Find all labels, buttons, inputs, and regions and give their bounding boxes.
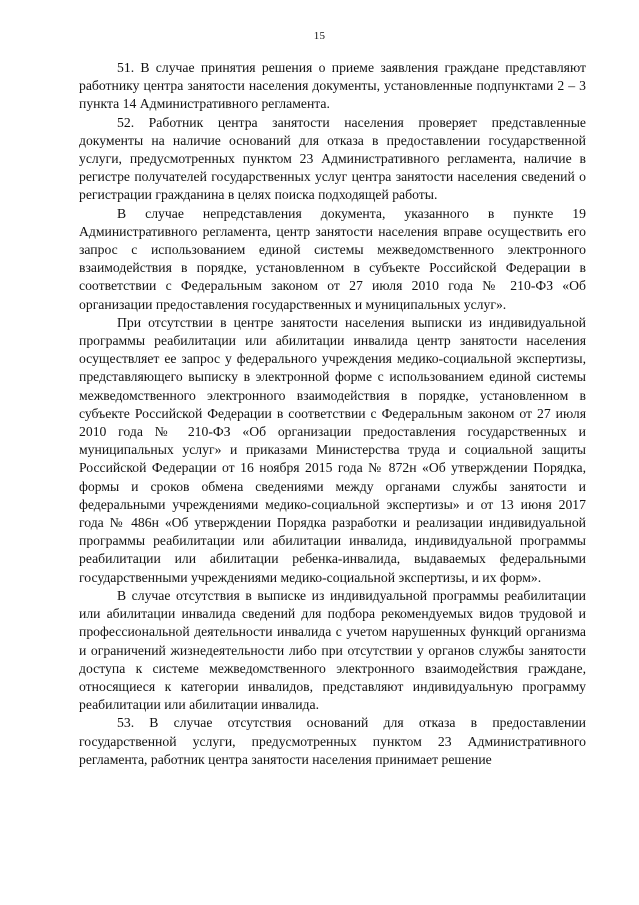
paragraph-rehabilitation-extract-request: При отсутствии в центре занятости населения выписки из индивидуальной программы реабилитации или абилитации инвалида центр занятости населения осуществляет ее запрос у федерального учреждения медико-социальной экспертизы, представляющего выписку в электронной форме с использованием единой системы межведомственного электронного взаимодействия в порядке, установленном в субъекте Российской Федерации в соответствии с Федеральным законом от 27 июля 2010 года № 210-ФЗ «Об организации предоставления государственных и муниципальных услуг» и приказами Министерства труда и социальной защиты Российской Федерации от 16 ноября 2015 года № 872н «Об утверждении Порядка, формы и сроков обмена сведениями между органами службы занятости и федеральными учреждениями медико-социальной экспертизы» и от 13 июня 2017 года № 486н «Об утверждении Порядка разработки и реализации индивидуальной программы реабилитации или абилитации инвалида, индивидуальной программы реабилитации или абилитации ребенка-инвалида, выдаваемых федеральными государственными учреждениями медико-социальной экспертизы, и их форм». [79, 314, 586, 585]
page-number: 15 [313, 30, 326, 42]
paragraph-missing-document: В случае непредставления документа, указанного в пункте 19 Административного регламента, центр занятости населения вправе осуществить его запрос с использованием единой системы межведомственного электронного взаимодействия в порядке, установленном в субъекте Российской Федерации в соответствии с Федеральным законом от 27 июля 2010 года № 210-ФЗ «Об организации предоставления государственных и муниципальных услуг». [79, 205, 586, 312]
paragraph-missing-information: В случае отсутствия в выписке из индивидуальной программы реабилитации или абилитации инвалида сведений для подбора рекомендуемых видов трудовой и профессиональной деятельности инвалида с учетом нарушенных функций организма и ограничений жизнедеятельности либо при отсутствии у органов службы занятости доступа к системе межведомственного электронного взаимодействия граждане, относящиеся к категории инвалидов, представляют индивидуальную программу реабилитации или абилитации инвалида. [79, 587, 586, 713]
paragraph-51: 51. В случае принятия решения о приеме заявления граждане представляют работнику центра занятости населения документы, установленные подпунктами 2 – 3 пункта 14 Административного регламента. [79, 60, 586, 112]
paragraph-53: 53. В случае отсутствия оснований для отказа в предоставлении государственной услуги, предусмотренных пунктом 23 Административного регламента, работник центра занятости населения принимает решение [79, 715, 586, 767]
paragraph-52: 52. Работник центра занятости населения проверяет представленные документы на наличие оснований для отказа в предоставлении государственной услуги, предусмотренных пунктом 23 Административного регламента, наличие в регистре получателей государственных услуг центра занятости населения сведений о регистрации гражданина в целях поиска подходящей работы. [79, 114, 586, 203]
document-body [79, 59, 586, 769]
